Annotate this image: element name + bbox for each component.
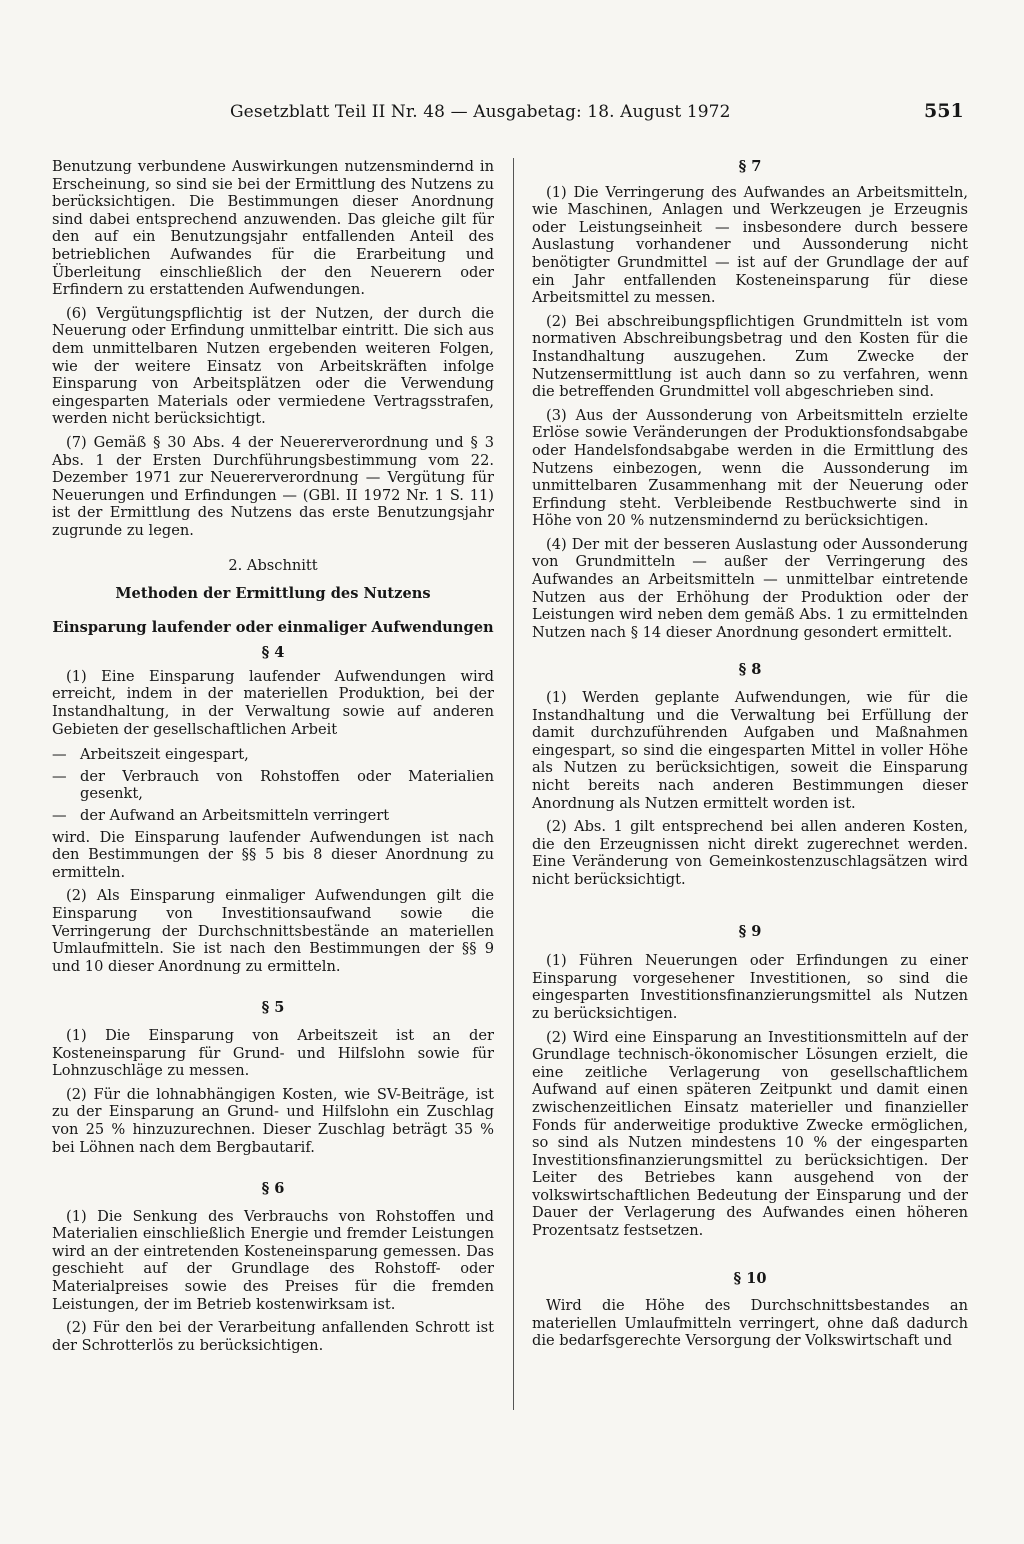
- dash-marker: —: [52, 807, 67, 824]
- paragraph: (4) Der mit der besseren Auslastung oder Aussonderung von Grundmitteln — außer der Verringerung des Aufwandes an Arbeitsmitteln — unmittelbar eintretende Nutzen aus der Erhöhung der Produktion oder der Leistungen wird neben dem gemäß Abs. 1 zu ermittelnden Nutzen nach § 14 dieser Anordnung gesondert ermittelt.: [532, 535, 968, 641]
- list-item: [52, 768, 494, 803]
- paragraph-sign: § 10: [733, 1269, 767, 1287]
- paragraph: (1) Werden geplante Aufwendungen, wie für die Instandhaltung und die Verwaltung bei Erfüllung der damit durchzuführenden Aufgaben und Maßnahmen eingespart, so sind die eingesparten Mittel in voller Höhe als Nutzen zu berücksichtigen, soweit die Einsparung nicht bereits nach anderen Bestimmungen dieser Anordnung als Nutzen ermittelt worden ist.: [532, 689, 968, 812]
- dash-marker: —: [52, 767, 67, 785]
- paragraph-sign: § 5: [261, 999, 285, 1017]
- paragraph: (2) Wird eine Einsparung an Investitionsmitteln auf der Grundlage technisch-ökonomischer Lösungen erzielt, die eine zeitliche Verlagerung von gesellschaftlichem Aufwand auf einen späteren Zeitpunkt und damit einen zwischenzeitlichen Einsatz materieller und finanzieller Fonds für anderweitige produktive Zwecke ermöglichen, so sind als Nutzen mindestens 10 % der eingesparten Investitionsfinanzierungsmittel zu berücksichtigen. Der Leiter des Betriebes kann ausgehend von der volkswirtschaftlichen Bedeutung der Einsparung und der Dauer der Verlagerung des Aufwandes einen höheren Prozentsatz festsetzen.: [532, 1028, 968, 1240]
- paragraph: (2) Für die lohnabhängigen Kosten, wie SV-Beiträge, ist zu der Einsparung an Grund- und Hilfslohn ein Zuschlag von 25 % hinzuzurechnen. Dieser Zuschlag beträgt 35 % bei Löhnen nach dem Bergbautarif.: [52, 1085, 494, 1156]
- section-number: 2. Abschnitt: [228, 557, 318, 575]
- paragraph-sign: § 9: [738, 922, 762, 940]
- page-number: 551: [924, 100, 964, 122]
- paragraph: wird. Die Einsparung laufender Aufwendungen ist nach den Bestimmungen der §§ 5 bis 8 dieser Anordnung zu ermitteln.: [52, 828, 494, 881]
- paragraph: (2) Bei abschreibungspflichtigen Grundmitteln ist vom normativen Abschreibungsbetrag und den Kosten für die Instandhaltung auszugehen. Zum Zwecke der Nutzensermittlung ist auch dann so zu verfahren, wenn die betreffenden Grundmittel voll abgeschrieben sind.: [532, 312, 968, 401]
- paragraph: (1) Die Verringerung des Aufwandes an Arbeitsmitteln, wie Maschinen, Anlagen und Werkzeugen je Erzeugnis oder Leistungseinheit — insbesondere durch bessere Auslastung vorhandener und Aussonderung nicht benötigter Grundmittel — ist auf der Grundlage der auf ein Jahr entfallenden Kosteneinsparung für diese Arbeitsmittel zu messen.: [532, 183, 968, 307]
- list-item-text: der Verbrauch von Rohstoffen oder Materialien gesenkt,: [80, 767, 494, 803]
- right-column: [532, 158, 968, 1356]
- list-item-text: der Aufwand an Arbeitsmitteln verringert: [80, 807, 390, 824]
- paragraph: (2) Abs. 1 gilt entsprechend bei allen anderen Kosten, die den Erzeugnissen nicht direkt zugerechnet werden. Eine Veränderung von Gemeinkostenzuschlagsätzen wird nicht berücksichtigt.: [532, 818, 968, 888]
- running-title: Gesetzblatt Teil II Nr. 48 — Ausgabetag: 18. August 1972: [230, 102, 731, 122]
- dash-list: [52, 746, 494, 824]
- paragraph-sign: § 6: [261, 1180, 285, 1198]
- list-item: [52, 746, 494, 764]
- paragraph: (1) Die Senkung des Verbrauchs von Rohstoffen und Materialien einschließlich Energie und fremder Leistungen wird an der eintretenden Kosteneinsparung gemessen. Das geschieht auf der Grundlage des Rohstoff- oder Materialpreises sowie des Preises für die fremden Leistungen, der im Betrieb kostenwirksam ist.: [52, 1207, 494, 1313]
- sub-heading: Einsparung laufender oder einmaliger Aufwendungen: [52, 618, 494, 636]
- paragraph: (2) Als Einsparung einmaliger Aufwendungen gilt die Einsparung von Investitionsaufwand sowie die Verringerung der Durchschnittsbestände an materiellen Umlaufmitteln. Sie ist nach den Bestimmungen der §§ 9 und 10 dieser Anordnung zu ermitteln.: [52, 887, 494, 975]
- paragraph-sign: § 4: [261, 644, 285, 662]
- column-divider: [513, 158, 514, 1410]
- paragraph: Wird die Höhe des Durchschnittsbestandes an materiellen Umlaufmitteln verringert, ohne daß dadurch die bedarfsgerechte Versorgung der Volkswirtschaft und: [532, 1297, 968, 1350]
- paragraph-sign: § 7: [738, 158, 762, 175]
- paragraph: Benutzung verbundene Auswirkungen nutzensmindernd in Erscheinung, so sind sie bei der Ermittlung des Nutzens zu berücksichtigen. Die Bestimmungen dieser Anordnung sind dabei entsprechend anzuwenden. Das gleiche gilt für den auf ein Benutzungsjahr entfallenden Anteil des betrieblichen Aufwandes für die Erarbeitung und Überleitung einschließlich der den Neuerern oder Erfindern zu erstattenden Aufwendungen.: [52, 158, 494, 299]
- list-item: [52, 807, 494, 825]
- paragraph: (6) Vergütungspflichtig ist der Nutzen, der durch die Neuerung oder Erfindung unmittelbar eintritt. Die sich aus dem unmittelbaren Nutzen ergebenden weiteren Folgen, wie der weitere Einsatz von Arbeitskräften infolge Einsparung von Arbeitsplätzen oder die Verwendung eingesparten Materials oder vermiedene Vertragsstrafen, werden nicht berücksichtigt.: [52, 304, 494, 428]
- section-title: Methoden der Ermittlung des Nutzens: [115, 585, 431, 603]
- list-item-text: Arbeitszeit eingespart,: [80, 746, 249, 764]
- page-header: [0, 100, 1024, 130]
- paragraph-sign: § 8: [738, 661, 762, 679]
- dash-marker: —: [52, 746, 67, 764]
- paragraph: (3) Aus der Aussonderung von Arbeitsmitteln erzielte Erlöse sowie Veränderungen der Produktionsfondsabgabe oder Handelsfondsabgabe werden in die Ermittlung des Nutzens einbezogen, wenn die Aussonderung im unmittelbaren Zusammenhang mit der Neuerung oder Erfindung steht. Verbleibende Restbuchwerte sind in Höhe von 20 % nutzensmindernd zu berücksichtigen.: [532, 406, 968, 530]
- paragraph: (1) Führen Neuerungen oder Erfindungen zu einer Einsparung vorgesehener Investitionen, so sind die eingesparten Investitionsfinanzierungsmittel als Nutzen zu berücksichtigen.: [532, 952, 968, 1022]
- left-column: [52, 158, 494, 1360]
- paragraph: (1) Eine Einsparung laufender Aufwendungen wird erreicht, indem in der materiellen Produktion, bei der Instandhaltung, in der Verwaltung sowie auf anderen Gebieten der gesellschaftlichen Arbeit: [52, 667, 494, 738]
- paragraph: (7) Gemäß § 30 Abs. 4 der Neuererverordnung und § 3 Abs. 1 der Ersten Durchführungsbestimmung vom 22. Dezember 1971 zur Neuererverordnung — Vergütung für Neuerungen und Erfindungen — (GBl. II 1972 Nr. 1 S. 11) ist der Ermittlung des Nutzens das erste Benutzungsjahr zugrunde zu legen.: [52, 433, 494, 539]
- paragraph: (2) Für den bei der Verarbeitung anfallenden Schrott ist der Schrotterlös zu berücksichtigen.: [52, 1319, 494, 1354]
- paragraph: (1) Die Einsparung von Arbeitszeit ist an der Kosteneinsparung für Grund- und Hilfslohn sowie für Lohnzuschläge zu messen.: [52, 1026, 494, 1080]
